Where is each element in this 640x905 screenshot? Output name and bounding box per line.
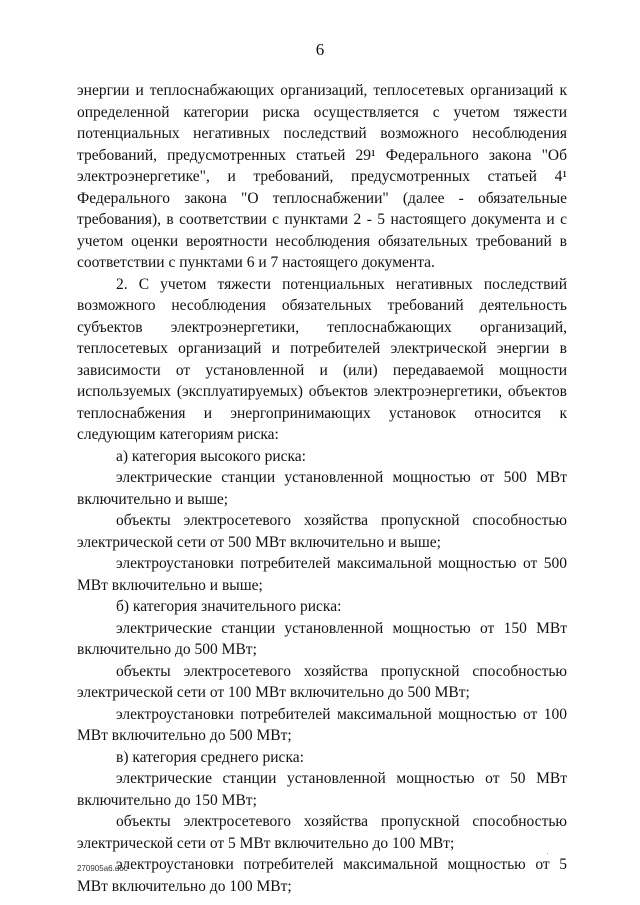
category-medium-risk-heading: в) категория среднего риска:: [116, 748, 304, 766]
category-significant-risk-heading: б) категория значительного риска:: [116, 598, 342, 615]
list-item: объекты электросетевого хозяйства пропускной способностью электрической сети от 500 МВт включительно и выше;: [77, 512, 567, 551]
list-item: электрические станции установленной мощностью от 500 МВт включительно и выше;: [77, 469, 567, 508]
page-number: 6: [315, 40, 325, 59]
paragraph-continuation: энергии и теплоснабжающих организаций, теплосетевых организаций к определенной категории риска осуществляется с учетом тяжести потенциальных негативных последствий возможного несоблюдения требований, предусмотренных статьей 29¹ Федерального закона "Об электроэнергетике", и требований, предусмотренных статьей 4¹ Федерального закона "О теплоснабжении" (далее - обязательные требования), в соответствии с пунктами 2 - 5 настоящего документа и с учетом оценки вероятности несоблюдения обязательных требований в соответствии с пунктами 6 и 7 настоящего документа.: [77, 82, 567, 271]
list-item: объекты электросетевого хозяйства пропускной способностью электрической сети от 5 МВт включительно до 100 МВт;: [77, 813, 567, 852]
scan-dot: [547, 853, 548, 854]
list-item: объекты электросетевого хозяйства пропускной способностью электрической сети от 100 МВт включительно до 500 МВт;: [77, 662, 567, 701]
list-item: электроустановки потребителей максимальной мощностью от 5 МВт включительно до 100 МВт;: [77, 856, 567, 895]
list-item: электроустановки потребителей максимальной мощностью от 100 МВт включительно до 500 МВт;: [77, 705, 567, 744]
list-item: электрические станции установленной мощностью от 50 МВт включительно до 150 МВт;: [77, 770, 567, 809]
list-item: электрические станции установленной мощностью от 150 МВт включительно до 500 МВт;: [77, 619, 567, 658]
list-item: электроустановки потребителей максимальной мощностью от 500 МВт включительно и выше;: [77, 555, 567, 594]
footer-file-code: 270905a6.doc: [77, 864, 128, 873]
document-body: [77, 80, 567, 897]
paragraph-item-2: 2. С учетом тяжести потенциальных негативных последствий возможного несоблюдения обязательных требований деятельность субъектов электроэнергетики, теплоснабжающих организаций, теплосетевых организаций и потребителей электрической энергии в зависимости от установленной и (или) передаваемой мощности используемых (эксплуатируемых) объектов электроэнергетики, объектов теплоснабжения и энергопринимающих установок относится к следующим категориям риска:: [77, 275, 567, 443]
category-high-risk-heading: а) категория высокого риска:: [116, 447, 306, 465]
